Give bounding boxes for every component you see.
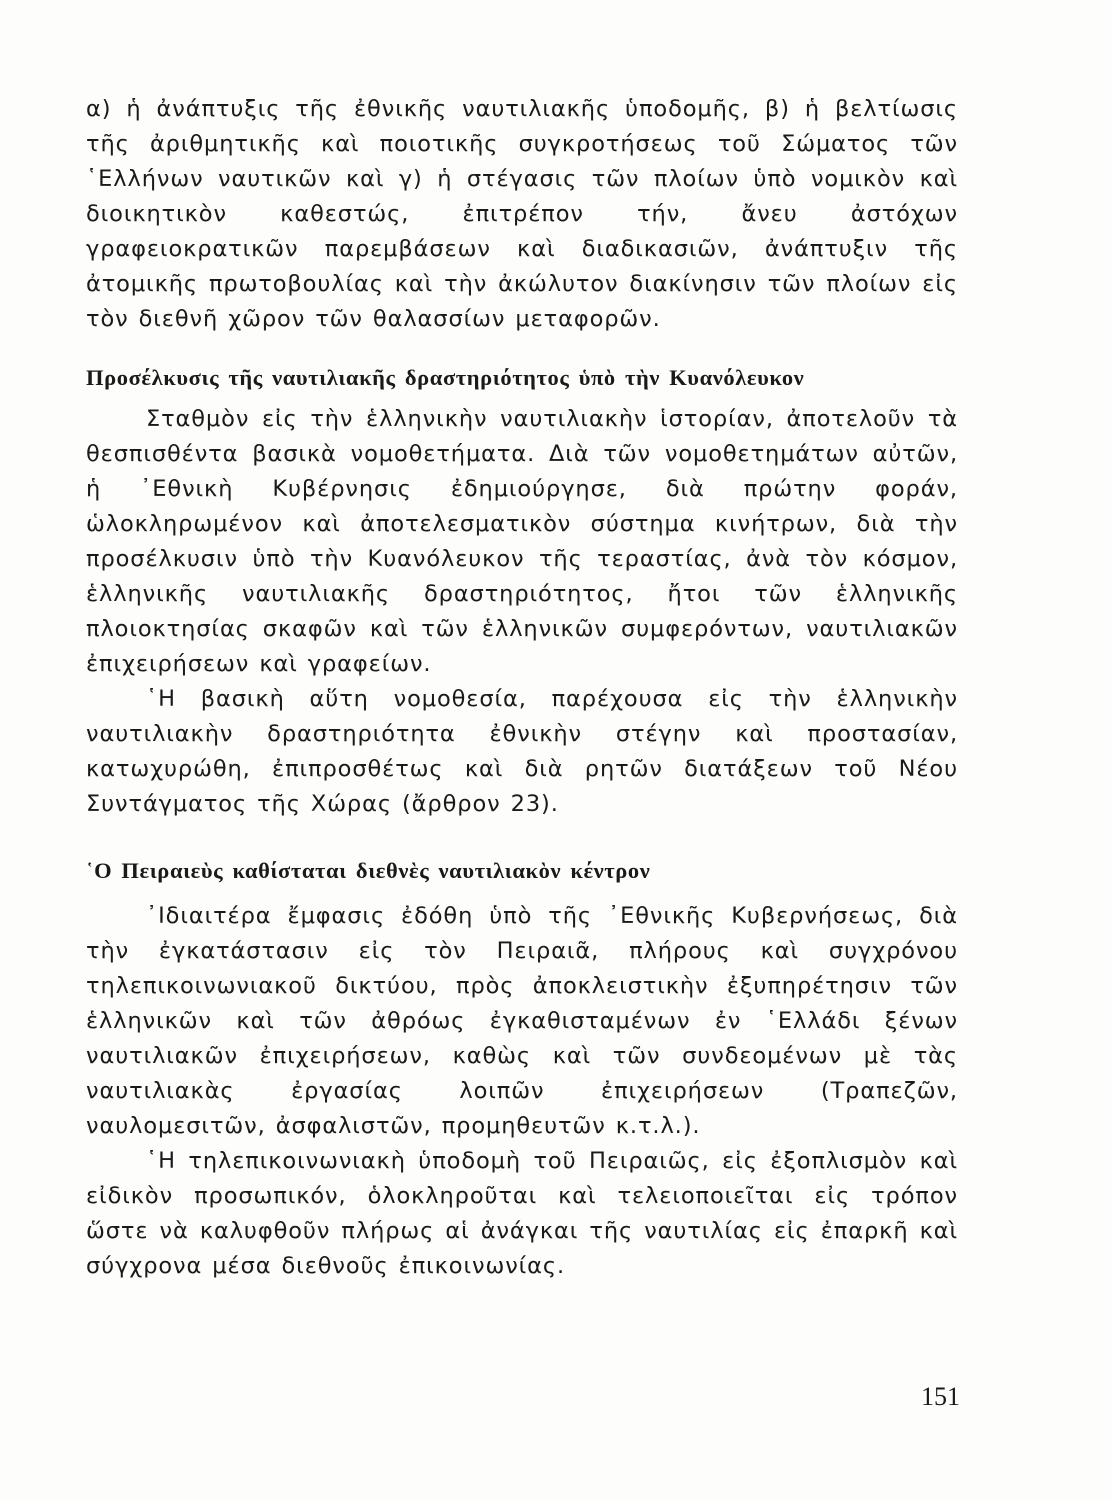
paragraph-3: ῾Η βασικὴ αὕτη νομοθεσία, παρέχουσα εἰς τὴν ἑλληνικὴν ναυτιλιακὴν δραστηριότητα ἐθνικὴν στέγην καὶ προστασίαν, κατωχυρώθη, ἐπιπροσθέτως καὶ διὰ ρητῶν διατάξεων τοῦ Νέου Συντάγματος τῆς Χώρας (ἄρθρον 23).	[86, 686, 958, 817]
paragraph-4: ᾿Ιδιαιτέρα ἔμφασις ἐδόθη ὑπὸ τῆς ᾿Εθνικῆς Κυβερνήσεως, διὰ τὴν ἐγκατάστασιν εἰς τὸν Πειραιᾶ, πλήρους καὶ συγχρόνου τηλεπικοινωνιακοῦ δικτύου, πρὸς ἀποκλειστικὴν ἐξυπηρέτησιν τῶν ἑλληνικῶν καὶ τῶν ἀθρόως ἐγκαθισταμένων ἐν ῾Ελλάδι ξένων ναυτιλιακῶν ἐπιχειρήσεων, καθὼς καὶ τῶν συνδεομένων μὲ τὰς ναυτιλιακὰς ἐργασίας λοιπῶν ἐπιχειρήσεων (Τραπεζῶν, ναυλομεσιτῶν, ἀσφαλιστῶν, προμηθευτῶν κ.τ.λ.).	[86, 903, 958, 1139]
section-heading-1: Προσέλκυσις τῆς ναυτιλιακῆς δραστηριότητος ὑπὸ τὴν Κυανόλευκον	[86, 365, 805, 390]
paragraph-2: Σταθμὸν εἰς τὴν ἑλληνικὴν ναυτιλιακὴν ἱστορίαν, ἀποτελοῦν τὰ θεσπισθέντα βασικὰ νομοθετήματα. Διὰ τῶν νομοθετημάτων αὐτῶν, ἡ ᾿Εθνικὴ Κυβέρνησις ἐδημιούργησε, διὰ πρώτην φοράν, ὡλοκληρωμένον καὶ ἀποτελεσματικὸν σύστημα κινήτρων, διὰ τὴν προσέλκυσιν ὑπὸ τὴν Κυανόλευκον τῆς τεραστίας, ἀνὰ τὸν κόσμον, ἑλληνικῆς ναυτιλιακῆς δραστηριότητος, ἤτοι τῶν ἑλληνικῆς πλοιοκτησίας σκαφῶν καὶ τῶν ἑλληνικῶν συμφερόντων, ναυτιλιακῶν ἐπιχειρήσεων καὶ γραφείων.	[86, 406, 958, 677]
paragraph-5: ῾Η τηλεπικοινωνιακὴ ὑποδομὴ τοῦ Πειραιῶς, εἰς ἐξοπλισμὸν καὶ εἰδικὸν προσωπικόν, ὁλοκληροῦται καὶ τελειοποιεῖται εἰς τρόπον ὥστε νὰ καλυφθοῦν πλήρως αἱ ἀνάγκαι τῆς ναυτιλίας εἰς ἐπαρκῆ καὶ σύγχρονα μέσα διεθνοῦς ἐπικοινωνίας.	[86, 1148, 958, 1279]
page-number: 151	[921, 1382, 960, 1411]
page-body	[86, 92, 958, 1284]
section-heading-2: ῾Ο Πειραιεὺς καθίσταται διεθνὲς ναυτιλιακὸν κέντρον	[86, 858, 651, 883]
paragraph-1: α) ἡ ἀνάπτυξις τῆς ἐθνικῆς ναυτιλιακῆς ὑποδομῆς, β) ἡ βελτίωσις τῆς ἀριθμητικῆς καὶ ποιοτικῆς συγκροτήσεως τοῦ Σώματος τῶν ῾Ελλήνων ναυτικῶν καὶ γ) ἡ στέγασις τῶν πλοίων ὑπὸ νομικὸν καὶ διοικητικὸν καθεστώς, ἐπιτρέπον τήν, ἄνευ ἀστόχων γραφειοκρατικῶν παρεμβάσεων καὶ διαδικασιῶν, ἀνάπτυξιν τῆς ἀτομικῆς πρωτοβουλίας καὶ τὴν ἀκώλυτον διακίνησιν τῶν πλοίων εἰς τὸν διεθνῆ χῶρον τῶν θαλασσίων μεταφορῶν.	[86, 96, 958, 332]
